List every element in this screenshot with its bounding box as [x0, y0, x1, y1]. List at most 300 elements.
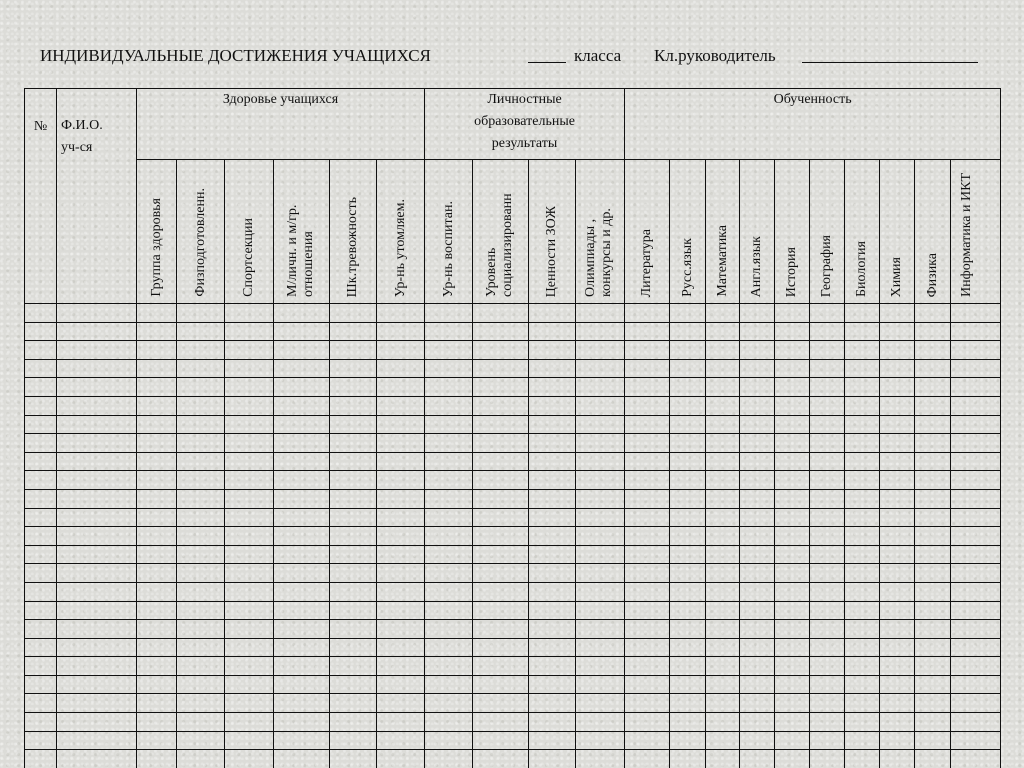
entry-cell[interactable]: [951, 620, 1001, 639]
entry-cell[interactable]: [915, 304, 951, 323]
entry-cell[interactable]: [425, 601, 473, 620]
row-number-cell[interactable]: [25, 434, 57, 453]
entry-cell[interactable]: [425, 434, 473, 453]
entry-cell[interactable]: [740, 731, 775, 750]
entry-cell[interactable]: [529, 582, 576, 601]
row-number-cell[interactable]: [25, 322, 57, 341]
entry-cell[interactable]: [845, 359, 880, 378]
row-number-cell[interactable]: [25, 489, 57, 508]
entry-cell[interactable]: [670, 452, 706, 471]
entry-cell[interactable]: [274, 378, 330, 397]
entry-cell[interactable]: [225, 322, 274, 341]
student-name-cell[interactable]: [57, 527, 137, 546]
entry-cell[interactable]: [880, 434, 915, 453]
entry-cell[interactable]: [810, 489, 845, 508]
entry-cell[interactable]: [377, 564, 425, 583]
entry-cell[interactable]: [810, 657, 845, 676]
row-number-cell[interactable]: [25, 545, 57, 564]
student-name-cell[interactable]: [57, 657, 137, 676]
entry-cell[interactable]: [177, 601, 225, 620]
entry-cell[interactable]: [576, 638, 625, 657]
entry-cell[interactable]: [225, 564, 274, 583]
entry-cell[interactable]: [845, 675, 880, 694]
entry-cell[interactable]: [706, 471, 740, 490]
entry-cell[interactable]: [225, 489, 274, 508]
entry-cell[interactable]: [915, 396, 951, 415]
entry-cell[interactable]: [330, 564, 377, 583]
entry-cell[interactable]: [625, 322, 670, 341]
entry-cell[interactable]: [625, 564, 670, 583]
entry-cell[interactable]: [670, 620, 706, 639]
entry-cell[interactable]: [274, 750, 330, 768]
entry-cell[interactable]: [473, 508, 529, 527]
entry-cell[interactable]: [775, 713, 810, 732]
entry-cell[interactable]: [880, 341, 915, 360]
entry-cell[interactable]: [951, 415, 1001, 434]
entry-cell[interactable]: [225, 359, 274, 378]
entry-cell[interactable]: [880, 750, 915, 768]
entry-cell[interactable]: [951, 434, 1001, 453]
entry-cell[interactable]: [775, 322, 810, 341]
entry-cell[interactable]: [425, 471, 473, 490]
entry-cell[interactable]: [880, 675, 915, 694]
entry-cell[interactable]: [670, 638, 706, 657]
entry-cell[interactable]: [775, 601, 810, 620]
entry-cell[interactable]: [177, 415, 225, 434]
entry-cell[interactable]: [225, 657, 274, 676]
entry-cell[interactable]: [473, 582, 529, 601]
entry-cell[interactable]: [576, 341, 625, 360]
entry-cell[interactable]: [137, 434, 177, 453]
entry-cell[interactable]: [177, 378, 225, 397]
entry-cell[interactable]: [810, 582, 845, 601]
entry-cell[interactable]: [377, 545, 425, 564]
entry-cell[interactable]: [473, 341, 529, 360]
entry-cell[interactable]: [915, 564, 951, 583]
entry-cell[interactable]: [625, 545, 670, 564]
entry-cell[interactable]: [377, 489, 425, 508]
entry-cell[interactable]: [425, 564, 473, 583]
entry-cell[interactable]: [951, 713, 1001, 732]
entry-cell[interactable]: [625, 527, 670, 546]
entry-cell[interactable]: [330, 396, 377, 415]
entry-cell[interactable]: [274, 452, 330, 471]
entry-cell[interactable]: [880, 657, 915, 676]
row-number-cell[interactable]: [25, 638, 57, 657]
entry-cell[interactable]: [377, 620, 425, 639]
entry-cell[interactable]: [225, 731, 274, 750]
student-name-cell[interactable]: [57, 638, 137, 657]
student-name-cell[interactable]: [57, 750, 137, 768]
student-name-cell[interactable]: [57, 564, 137, 583]
entry-cell[interactable]: [740, 750, 775, 768]
entry-cell[interactable]: [810, 527, 845, 546]
entry-cell[interactable]: [775, 731, 810, 750]
entry-cell[interactable]: [845, 527, 880, 546]
entry-cell[interactable]: [915, 489, 951, 508]
entry-cell[interactable]: [915, 415, 951, 434]
entry-cell[interactable]: [706, 489, 740, 508]
entry-cell[interactable]: [670, 694, 706, 713]
entry-cell[interactable]: [845, 415, 880, 434]
entry-cell[interactable]: [740, 322, 775, 341]
entry-cell[interactable]: [951, 582, 1001, 601]
entry-cell[interactable]: [529, 452, 576, 471]
entry-cell[interactable]: [529, 731, 576, 750]
entry-cell[interactable]: [377, 527, 425, 546]
row-number-cell[interactable]: [25, 452, 57, 471]
entry-cell[interactable]: [951, 378, 1001, 397]
entry-cell[interactable]: [177, 304, 225, 323]
entry-cell[interactable]: [529, 694, 576, 713]
entry-cell[interactable]: [880, 471, 915, 490]
entry-cell[interactable]: [425, 322, 473, 341]
entry-cell[interactable]: [845, 582, 880, 601]
entry-cell[interactable]: [377, 396, 425, 415]
entry-cell[interactable]: [529, 508, 576, 527]
entry-cell[interactable]: [225, 582, 274, 601]
entry-cell[interactable]: [915, 508, 951, 527]
entry-cell[interactable]: [576, 582, 625, 601]
entry-cell[interactable]: [810, 564, 845, 583]
entry-cell[interactable]: [576, 322, 625, 341]
entry-cell[interactable]: [915, 359, 951, 378]
student-name-cell[interactable]: [57, 415, 137, 434]
entry-cell[interactable]: [845, 378, 880, 397]
entry-cell[interactable]: [330, 434, 377, 453]
entry-cell[interactable]: [740, 694, 775, 713]
entry-cell[interactable]: [740, 675, 775, 694]
entry-cell[interactable]: [880, 452, 915, 471]
entry-cell[interactable]: [740, 378, 775, 397]
entry-cell[interactable]: [951, 508, 1001, 527]
entry-cell[interactable]: [330, 545, 377, 564]
entry-cell[interactable]: [177, 489, 225, 508]
entry-cell[interactable]: [330, 713, 377, 732]
entry-cell[interactable]: [177, 527, 225, 546]
entry-cell[interactable]: [625, 657, 670, 676]
entry-cell[interactable]: [915, 713, 951, 732]
entry-cell[interactable]: [377, 415, 425, 434]
entry-cell[interactable]: [274, 489, 330, 508]
row-number-cell[interactable]: [25, 750, 57, 768]
entry-cell[interactable]: [951, 471, 1001, 490]
entry-cell[interactable]: [740, 359, 775, 378]
entry-cell[interactable]: [274, 527, 330, 546]
student-name-cell[interactable]: [57, 452, 137, 471]
entry-cell[interactable]: [377, 601, 425, 620]
entry-cell[interactable]: [810, 304, 845, 323]
entry-cell[interactable]: [330, 471, 377, 490]
entry-cell[interactable]: [137, 322, 177, 341]
entry-cell[interactable]: [775, 489, 810, 508]
student-name-cell[interactable]: [57, 396, 137, 415]
entry-cell[interactable]: [274, 713, 330, 732]
student-name-cell[interactable]: [57, 620, 137, 639]
row-number-cell[interactable]: [25, 675, 57, 694]
entry-cell[interactable]: [137, 304, 177, 323]
entry-cell[interactable]: [706, 582, 740, 601]
entry-cell[interactable]: [670, 713, 706, 732]
entry-cell[interactable]: [225, 601, 274, 620]
entry-cell[interactable]: [137, 675, 177, 694]
entry-cell[interactable]: [951, 527, 1001, 546]
entry-cell[interactable]: [225, 638, 274, 657]
entry-cell[interactable]: [473, 359, 529, 378]
entry-cell[interactable]: [425, 415, 473, 434]
entry-cell[interactable]: [177, 657, 225, 676]
entry-cell[interactable]: [225, 341, 274, 360]
student-name-cell[interactable]: [57, 434, 137, 453]
entry-cell[interactable]: [473, 489, 529, 508]
entry-cell[interactable]: [529, 359, 576, 378]
entry-cell[interactable]: [225, 620, 274, 639]
entry-cell[interactable]: [137, 638, 177, 657]
entry-cell[interactable]: [274, 675, 330, 694]
entry-cell[interactable]: [177, 675, 225, 694]
entry-cell[interactable]: [177, 638, 225, 657]
student-name-cell[interactable]: [57, 378, 137, 397]
entry-cell[interactable]: [845, 489, 880, 508]
entry-cell[interactable]: [775, 359, 810, 378]
entry-cell[interactable]: [915, 731, 951, 750]
entry-cell[interactable]: [810, 322, 845, 341]
entry-cell[interactable]: [625, 638, 670, 657]
entry-cell[interactable]: [880, 601, 915, 620]
entry-cell[interactable]: [177, 396, 225, 415]
entry-cell[interactable]: [425, 713, 473, 732]
row-number-cell[interactable]: [25, 508, 57, 527]
entry-cell[interactable]: [880, 527, 915, 546]
entry-cell[interactable]: [915, 675, 951, 694]
entry-cell[interactable]: [775, 657, 810, 676]
entry-cell[interactable]: [576, 564, 625, 583]
entry-cell[interactable]: [330, 601, 377, 620]
entry-cell[interactable]: [473, 731, 529, 750]
entry-cell[interactable]: [880, 359, 915, 378]
entry-cell[interactable]: [625, 582, 670, 601]
entry-cell[interactable]: [177, 694, 225, 713]
entry-cell[interactable]: [137, 527, 177, 546]
entry-cell[interactable]: [810, 452, 845, 471]
entry-cell[interactable]: [810, 415, 845, 434]
entry-cell[interactable]: [775, 415, 810, 434]
entry-cell[interactable]: [425, 508, 473, 527]
entry-cell[interactable]: [625, 304, 670, 323]
entry-cell[interactable]: [274, 471, 330, 490]
entry-cell[interactable]: [529, 341, 576, 360]
entry-cell[interactable]: [810, 638, 845, 657]
row-number-cell[interactable]: [25, 415, 57, 434]
entry-cell[interactable]: [330, 620, 377, 639]
student-name-cell[interactable]: [57, 508, 137, 527]
entry-cell[interactable]: [473, 452, 529, 471]
entry-cell[interactable]: [425, 638, 473, 657]
entry-cell[interactable]: [137, 378, 177, 397]
entry-cell[interactable]: [915, 341, 951, 360]
entry-cell[interactable]: [529, 489, 576, 508]
entry-cell[interactable]: [625, 415, 670, 434]
entry-cell[interactable]: [706, 396, 740, 415]
entry-cell[interactable]: [625, 620, 670, 639]
entry-cell[interactable]: [425, 489, 473, 508]
entry-cell[interactable]: [225, 527, 274, 546]
entry-cell[interactable]: [845, 322, 880, 341]
entry-cell[interactable]: [915, 378, 951, 397]
entry-cell[interactable]: [137, 489, 177, 508]
entry-cell[interactable]: [706, 638, 740, 657]
entry-cell[interactable]: [625, 731, 670, 750]
entry-cell[interactable]: [330, 341, 377, 360]
entry-cell[interactable]: [670, 731, 706, 750]
entry-cell[interactable]: [845, 601, 880, 620]
entry-cell[interactable]: [880, 638, 915, 657]
entry-cell[interactable]: [706, 657, 740, 676]
entry-cell[interactable]: [915, 750, 951, 768]
entry-cell[interactable]: [810, 359, 845, 378]
entry-cell[interactable]: [670, 359, 706, 378]
entry-cell[interactable]: [473, 657, 529, 676]
entry-cell[interactable]: [377, 731, 425, 750]
entry-cell[interactable]: [274, 657, 330, 676]
entry-cell[interactable]: [330, 527, 377, 546]
entry-cell[interactable]: [810, 750, 845, 768]
entry-cell[interactable]: [810, 434, 845, 453]
entry-cell[interactable]: [775, 378, 810, 397]
entry-cell[interactable]: [706, 731, 740, 750]
entry-cell[interactable]: [810, 396, 845, 415]
entry-cell[interactable]: [177, 713, 225, 732]
entry-cell[interactable]: [177, 434, 225, 453]
entry-cell[interactable]: [177, 750, 225, 768]
entry-cell[interactable]: [274, 620, 330, 639]
entry-cell[interactable]: [473, 620, 529, 639]
row-number-cell[interactable]: [25, 378, 57, 397]
entry-cell[interactable]: [274, 582, 330, 601]
entry-cell[interactable]: [576, 415, 625, 434]
entry-cell[interactable]: [529, 322, 576, 341]
entry-cell[interactable]: [225, 378, 274, 397]
entry-cell[interactable]: [740, 638, 775, 657]
entry-cell[interactable]: [880, 564, 915, 583]
student-name-cell[interactable]: [57, 471, 137, 490]
row-number-cell[interactable]: [25, 731, 57, 750]
entry-cell[interactable]: [810, 675, 845, 694]
entry-cell[interactable]: [529, 434, 576, 453]
entry-cell[interactable]: [425, 341, 473, 360]
entry-cell[interactable]: [810, 508, 845, 527]
entry-cell[interactable]: [330, 304, 377, 323]
row-number-cell[interactable]: [25, 582, 57, 601]
entry-cell[interactable]: [225, 415, 274, 434]
entry-cell[interactable]: [425, 694, 473, 713]
student-name-cell[interactable]: [57, 582, 137, 601]
entry-cell[interactable]: [425, 582, 473, 601]
entry-cell[interactable]: [670, 378, 706, 397]
entry-cell[interactable]: [625, 508, 670, 527]
entry-cell[interactable]: [625, 434, 670, 453]
entry-cell[interactable]: [951, 489, 1001, 508]
entry-cell[interactable]: [177, 582, 225, 601]
entry-cell[interactable]: [576, 657, 625, 676]
entry-cell[interactable]: [274, 434, 330, 453]
entry-cell[interactable]: [915, 434, 951, 453]
entry-cell[interactable]: [740, 657, 775, 676]
entry-cell[interactable]: [425, 620, 473, 639]
entry-cell[interactable]: [529, 657, 576, 676]
row-number-cell[interactable]: [25, 304, 57, 323]
entry-cell[interactable]: [845, 545, 880, 564]
entry-cell[interactable]: [576, 489, 625, 508]
entry-cell[interactable]: [740, 396, 775, 415]
entry-cell[interactable]: [576, 359, 625, 378]
entry-cell[interactable]: [137, 731, 177, 750]
entry-cell[interactable]: [330, 359, 377, 378]
entry-cell[interactable]: [473, 304, 529, 323]
row-number-cell[interactable]: [25, 620, 57, 639]
entry-cell[interactable]: [137, 657, 177, 676]
entry-cell[interactable]: [177, 322, 225, 341]
entry-cell[interactable]: [740, 545, 775, 564]
entry-cell[interactable]: [529, 545, 576, 564]
entry-cell[interactable]: [810, 620, 845, 639]
entry-cell[interactable]: [951, 396, 1001, 415]
entry-cell[interactable]: [915, 471, 951, 490]
entry-cell[interactable]: [845, 731, 880, 750]
entry-cell[interactable]: [137, 750, 177, 768]
entry-cell[interactable]: [880, 694, 915, 713]
entry-cell[interactable]: [177, 508, 225, 527]
entry-cell[interactable]: [625, 378, 670, 397]
entry-cell[interactable]: [706, 341, 740, 360]
entry-cell[interactable]: [625, 452, 670, 471]
entry-cell[interactable]: [845, 341, 880, 360]
entry-cell[interactable]: [706, 750, 740, 768]
entry-cell[interactable]: [529, 713, 576, 732]
entry-cell[interactable]: [775, 750, 810, 768]
entry-cell[interactable]: [529, 415, 576, 434]
entry-cell[interactable]: [473, 527, 529, 546]
entry-cell[interactable]: [915, 638, 951, 657]
entry-cell[interactable]: [740, 341, 775, 360]
entry-cell[interactable]: [330, 638, 377, 657]
entry-cell[interactable]: [775, 694, 810, 713]
entry-cell[interactable]: [706, 694, 740, 713]
entry-cell[interactable]: [177, 564, 225, 583]
entry-cell[interactable]: [274, 322, 330, 341]
entry-cell[interactable]: [529, 638, 576, 657]
entry-cell[interactable]: [810, 471, 845, 490]
entry-cell[interactable]: [377, 471, 425, 490]
entry-cell[interactable]: [951, 675, 1001, 694]
entry-cell[interactable]: [425, 396, 473, 415]
entry-cell[interactable]: [845, 508, 880, 527]
entry-cell[interactable]: [377, 359, 425, 378]
entry-cell[interactable]: [425, 527, 473, 546]
entry-cell[interactable]: [225, 508, 274, 527]
entry-cell[interactable]: [576, 694, 625, 713]
entry-cell[interactable]: [670, 396, 706, 415]
entry-cell[interactable]: [845, 750, 880, 768]
entry-cell[interactable]: [137, 713, 177, 732]
entry-cell[interactable]: [880, 620, 915, 639]
entry-cell[interactable]: [880, 713, 915, 732]
entry-cell[interactable]: [137, 396, 177, 415]
entry-cell[interactable]: [576, 304, 625, 323]
entry-cell[interactable]: [137, 582, 177, 601]
entry-cell[interactable]: [740, 471, 775, 490]
entry-cell[interactable]: [473, 713, 529, 732]
